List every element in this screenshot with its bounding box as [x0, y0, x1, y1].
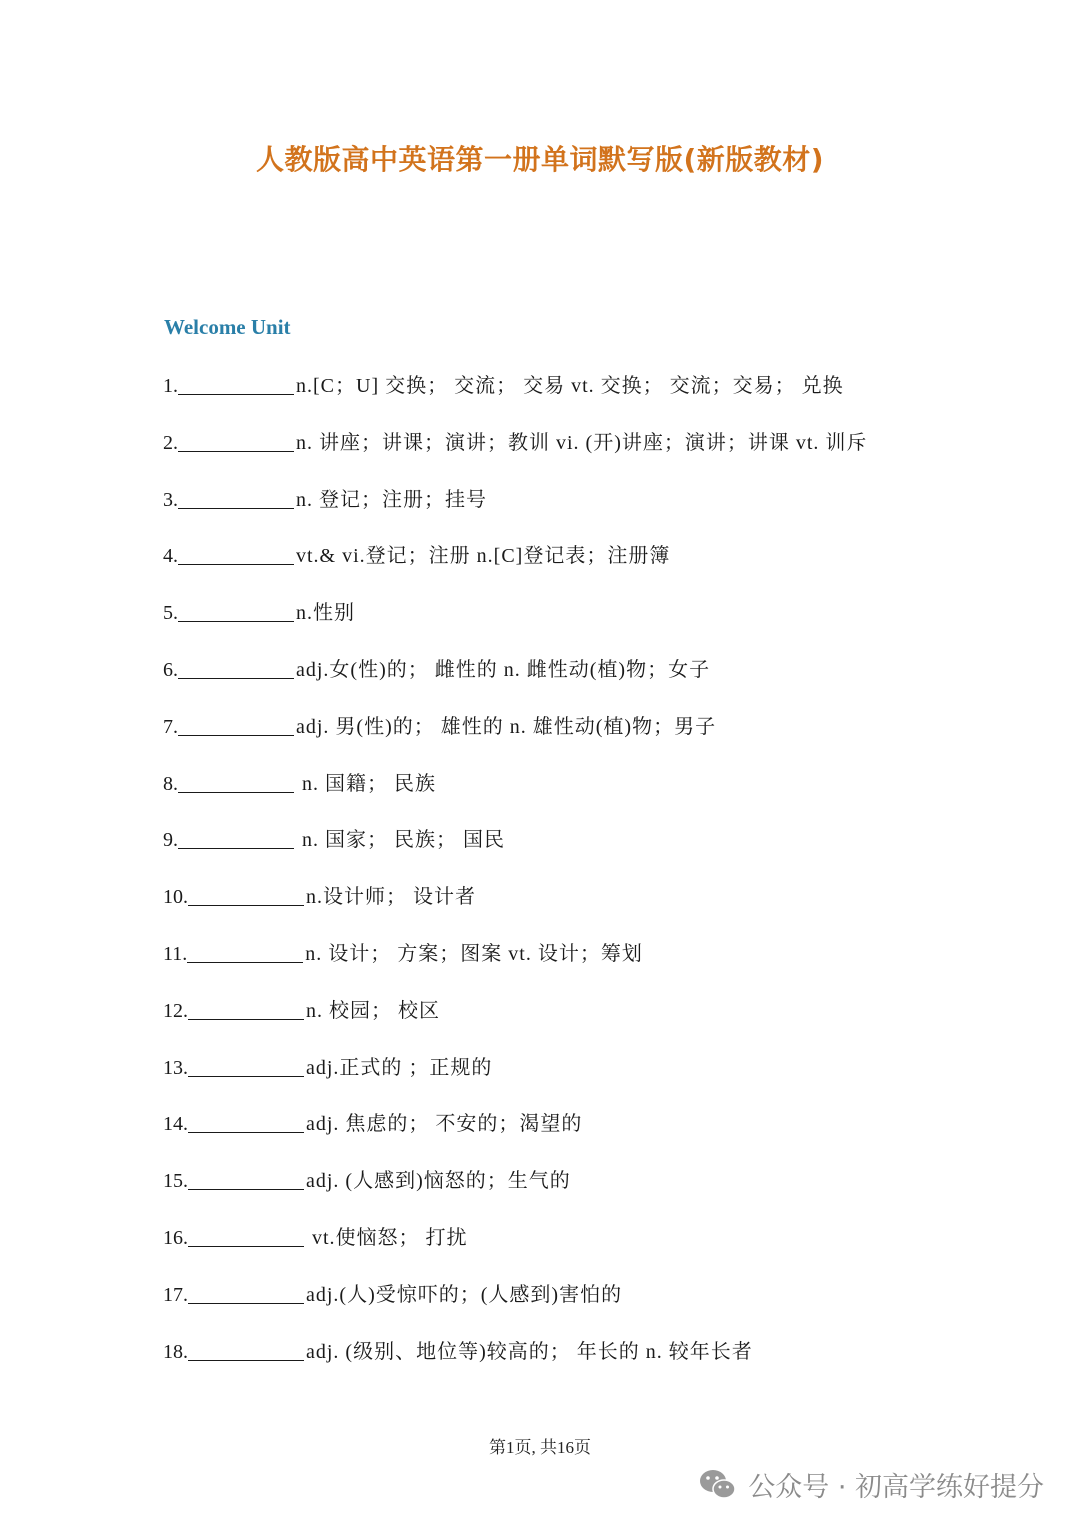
- item-number: 6.: [163, 658, 178, 681]
- vocab-item: [163, 482, 983, 539]
- wechat-icon: [698, 1468, 738, 1502]
- answer-blank: [188, 1220, 304, 1247]
- item-number: 3.: [163, 488, 178, 511]
- item-number: 13.: [163, 1056, 188, 1079]
- answer-blank: [188, 993, 304, 1020]
- item-number: 4.: [163, 545, 178, 568]
- answer-blank: [178, 766, 294, 793]
- vocab-item: [163, 1277, 983, 1334]
- answer-blank: [178, 482, 294, 509]
- item-definition: adj. 焦虑的； 不安的；渴望的: [306, 1113, 583, 1136]
- item-number: 7.: [163, 715, 178, 738]
- answer-blank: [178, 595, 294, 622]
- item-definition: n. 登记；注册；挂号: [296, 488, 487, 511]
- vocab-item: [163, 1050, 983, 1107]
- vocab-item: [163, 879, 983, 936]
- vocab-item: [163, 1106, 983, 1163]
- vocab-item: [163, 766, 983, 823]
- vocab-item: [163, 1334, 983, 1391]
- item-number: 17.: [163, 1283, 188, 1306]
- answer-blank: [188, 879, 304, 906]
- item-number: 15.: [163, 1170, 188, 1193]
- item-number: 14.: [163, 1113, 188, 1136]
- answer-blank: [188, 1334, 304, 1361]
- item-definition: n. 讲座；讲课；演讲；教训 vi. (开)讲座；演讲；讲课 vt. 训斥: [296, 431, 868, 454]
- item-number: 18.: [163, 1340, 188, 1363]
- vocab-item: [163, 595, 983, 652]
- answer-blank: [188, 1277, 304, 1304]
- vocab-item: [163, 822, 983, 879]
- answer-blank: [188, 1163, 304, 1190]
- answer-blank: [178, 368, 294, 395]
- answer-blank: [178, 425, 294, 452]
- item-definition: n. 国籍； 民族: [296, 772, 436, 795]
- item-number: 8.: [163, 772, 178, 795]
- item-number: 10.: [163, 886, 188, 909]
- item-definition: n. 设计； 方案；图案 vt. 设计；筹划: [305, 942, 643, 965]
- vocab-item: [163, 425, 983, 482]
- vocab-list: [163, 368, 983, 1390]
- document-title: 人教版高中英语第一册单词默写版(新版教材): [255, 143, 825, 176]
- vocab-item: [163, 993, 983, 1050]
- vocab-item: [163, 1163, 983, 1220]
- answer-blank: [188, 1106, 304, 1133]
- vocab-item: [163, 538, 983, 595]
- item-definition: adj.女(性)的； 雌性的 n. 雌性动(植)物；女子: [296, 658, 711, 681]
- item-number: 5.: [163, 602, 178, 625]
- item-definition: n.性别: [296, 602, 355, 625]
- answer-blank: [178, 822, 294, 849]
- item-definition: n.设计师； 设计者: [306, 886, 476, 909]
- item-definition: n. 国家； 民族； 国民: [296, 829, 505, 852]
- item-number: 9.: [163, 829, 178, 852]
- item-definition: vt.& vi.登记；注册 n.[C]登记表；注册簿: [296, 545, 671, 568]
- vocab-item: [163, 652, 983, 709]
- item-definition: adj. (级别、地位等)较高的； 年长的 n. 较年长者: [306, 1340, 753, 1363]
- section-heading: Welcome Unit: [164, 315, 291, 339]
- item-number: 12.: [163, 999, 188, 1022]
- answer-blank: [187, 936, 303, 963]
- watermark: [698, 1465, 1044, 1504]
- item-number: 11.: [163, 942, 188, 965]
- answer-blank: [178, 538, 294, 565]
- item-number: 1.: [163, 375, 178, 397]
- vocab-item: [163, 1220, 983, 1277]
- item-number: 2.: [163, 431, 178, 454]
- item-definition: adj.(人)受惊吓的；(人感到)害怕的: [306, 1283, 623, 1306]
- answer-blank: [178, 709, 294, 736]
- answer-blank: [188, 1050, 304, 1077]
- item-definition: vt.使恼怒； 打扰: [306, 1226, 468, 1249]
- item-number: 16.: [163, 1226, 188, 1249]
- item-definition: adj.正式的 ；正规的: [306, 1056, 493, 1079]
- watermark-text: 公众号 · 初高学练好提分: [748, 1472, 1044, 1503]
- vocab-item: [163, 709, 983, 766]
- item-definition: adj. 男(性)的； 雄性的 n. 雄性动(植)物；男子: [296, 715, 717, 738]
- item-definition: adj. (人感到)恼怒的；生气的: [306, 1170, 571, 1193]
- vocab-item: [163, 936, 983, 993]
- vocab-item: [163, 368, 983, 425]
- item-definition: n. 校园； 校区: [306, 999, 440, 1022]
- page-footer: 第1页, 共16页: [489, 1438, 591, 1457]
- answer-blank: [178, 652, 294, 679]
- item-definition: n.[C；U] 交换； 交流； 交易 vt. 交换； 交流；交易； 兑换: [296, 375, 844, 397]
